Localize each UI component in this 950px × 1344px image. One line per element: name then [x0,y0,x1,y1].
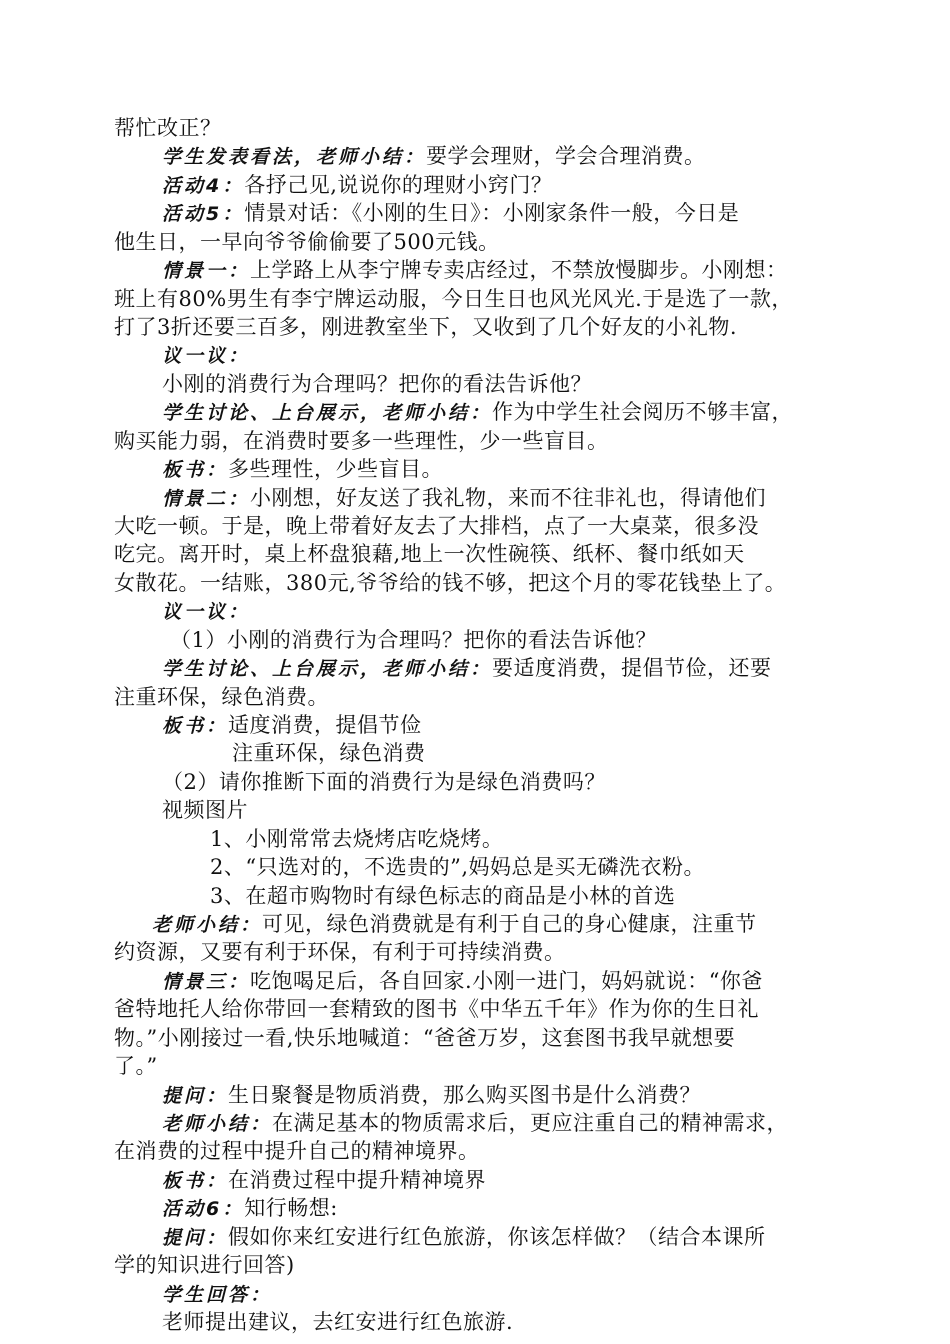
text-line: 情景一：上学路上从李宁牌专卖店经过，不禁放慢脚步。小刚想： [162,258,788,282]
bold-label: 情景三： [162,971,251,993]
text-line: 视频图片 [162,798,248,822]
bold-label: 板书： [162,459,229,481]
bold-label: 活动6： [162,1198,245,1220]
text-line: 提问：生日聚餐是物质消费，那么购买图书是什么消费？ [162,1083,702,1107]
text-line: 学的知识进行回答) [114,1253,295,1277]
bold-label: 学生讨论、上台展示，老师小结： [162,402,493,424]
text-line [162,341,882,369]
text-line: 板书：适度消费，提倡节俭 [162,713,422,737]
text-line: 情景二：小刚想，好友送了我礼物，来而不往非礼也，得请他们 [162,486,767,510]
bold-label: 情景一： [162,260,251,282]
text-line: 3、在超市购物时有绿色标志的商品是小林的首选 [210,884,676,908]
bold-label: 板书： [162,1170,229,1192]
text-line: 1、小刚常常去烧烤店吃烧烤。 [210,827,504,851]
text-line: 帮忙改正？ [114,116,222,140]
text-line: 活动5：情景对话：《小刚的生日》：小刚家条件一般，今日是 [162,201,740,225]
bold-label: 情景二： [162,488,251,510]
bold-label: 学生讨论、上台展示，老师小结： [162,658,493,680]
bold-label: 学生发表看法，老师小结： [162,146,427,168]
text-line: 大吃一顿。于是，晚上带着好友去了大排档，点了一大桌菜，很多没 [114,514,759,538]
text-line: （2）请你推断下面的消费行为是绿色消费吗？ [162,770,606,794]
text-line: 情景三：吃饱喝足后，各自回家.小刚一进门，妈妈就说：“你爸 [162,969,763,993]
bold-label: 活动5： [162,203,245,225]
text-line: 老师提出建议，去红安进行红色旅游. [162,1310,514,1334]
text-line: 爸特地托人给你带回一套精致的图书《中华五千年》作为你的生日礼 [114,997,759,1021]
text-line: 活动4：各抒己见,说说你的理财小窍门？ [162,173,553,197]
text-line: 他生日，一早向爷爷偷偷要了500元钱。 [114,230,500,254]
text-line: 老师小结：可见，绿色消费就是有利于自己的身心健康，注重节 [152,912,757,936]
bold-label: 活动4： [162,175,245,197]
text-line: 约资源，又要有利于环保，有利于可持续消费。 [114,940,566,964]
text-line: 板书：多些理性，少些盲目。 [162,457,444,481]
bold-label: 老师小结： [162,1113,273,1135]
text-line: 注重环保，绿色消费。 [114,685,329,709]
text-line: 老师小结：在满足基本的物质需求后，更应注重自己的精神需求， [162,1111,789,1135]
text-line: 购买能力弱，在消费时要多一些理性，少一些盲目。 [114,429,609,453]
text-line: 活动6：知行畅想: [162,1196,338,1220]
bold-label: 议一议： [162,601,251,623]
text-line: 女散花。一结账，380元,爷爷给的钱不够，把这个月的零花钱垫上了。 [114,571,787,595]
text-line: 提问：假如你来红安进行红色旅游，你该怎样做？（结合本课所 [162,1225,766,1249]
text-line: 吃完。离开时，桌上杯盘狼藉,地上一次性碗筷、纸杯、餐巾纸如天 [114,542,745,566]
bold-label: 学生回答： [162,1284,273,1306]
bold-label: 提问： [162,1227,229,1249]
text-line: 了。” [114,1054,158,1078]
text-line: 2、“只选对的，不选贵的”,妈妈总是买无磷洗衣粉。 [210,855,706,879]
text-line: 班上有80%男生有李宁牌运动服，今日生日也风光风光.于是选了一款， [114,287,793,311]
bold-label: 议一议： [162,345,251,367]
bold-label: 老师小结： [152,914,263,936]
text-line: 物。”小刚接过一看,快乐地喊道：“爸爸万岁，这套图书我早就想要 [114,1026,736,1050]
text-line: （1）小刚的消费行为合理吗？把你的看法告诉他？ [170,628,657,652]
text-line [162,1280,882,1308]
text-line: 学生讨论、上台展示，老师小结：作为中学生社会阅历不够丰富， [162,400,794,424]
text-line: 小刚的消费行为合理吗？把你的看法告诉他？ [162,372,592,396]
text-line: 学生发表看法，老师小结：要学会理财，学会合理消费。 [162,144,706,168]
text-line: 打了3折还要三百多，刚进教室坐下，又收到了几个好友的小礼物. [114,315,738,339]
text-line: 板书：在消费过程中提升精神境界 [162,1168,487,1192]
bold-label: 提问： [162,1085,229,1107]
bold-label: 板书： [162,715,229,737]
text-line: 在消费的过程中提升自己的精神境界。 [114,1139,480,1163]
text-line: 学生讨论、上台展示，老师小结：要适度消费，提倡节俭，还要 [162,656,772,680]
text-line: 注重环保，绿色消费 [232,741,426,765]
text-line [162,597,882,625]
